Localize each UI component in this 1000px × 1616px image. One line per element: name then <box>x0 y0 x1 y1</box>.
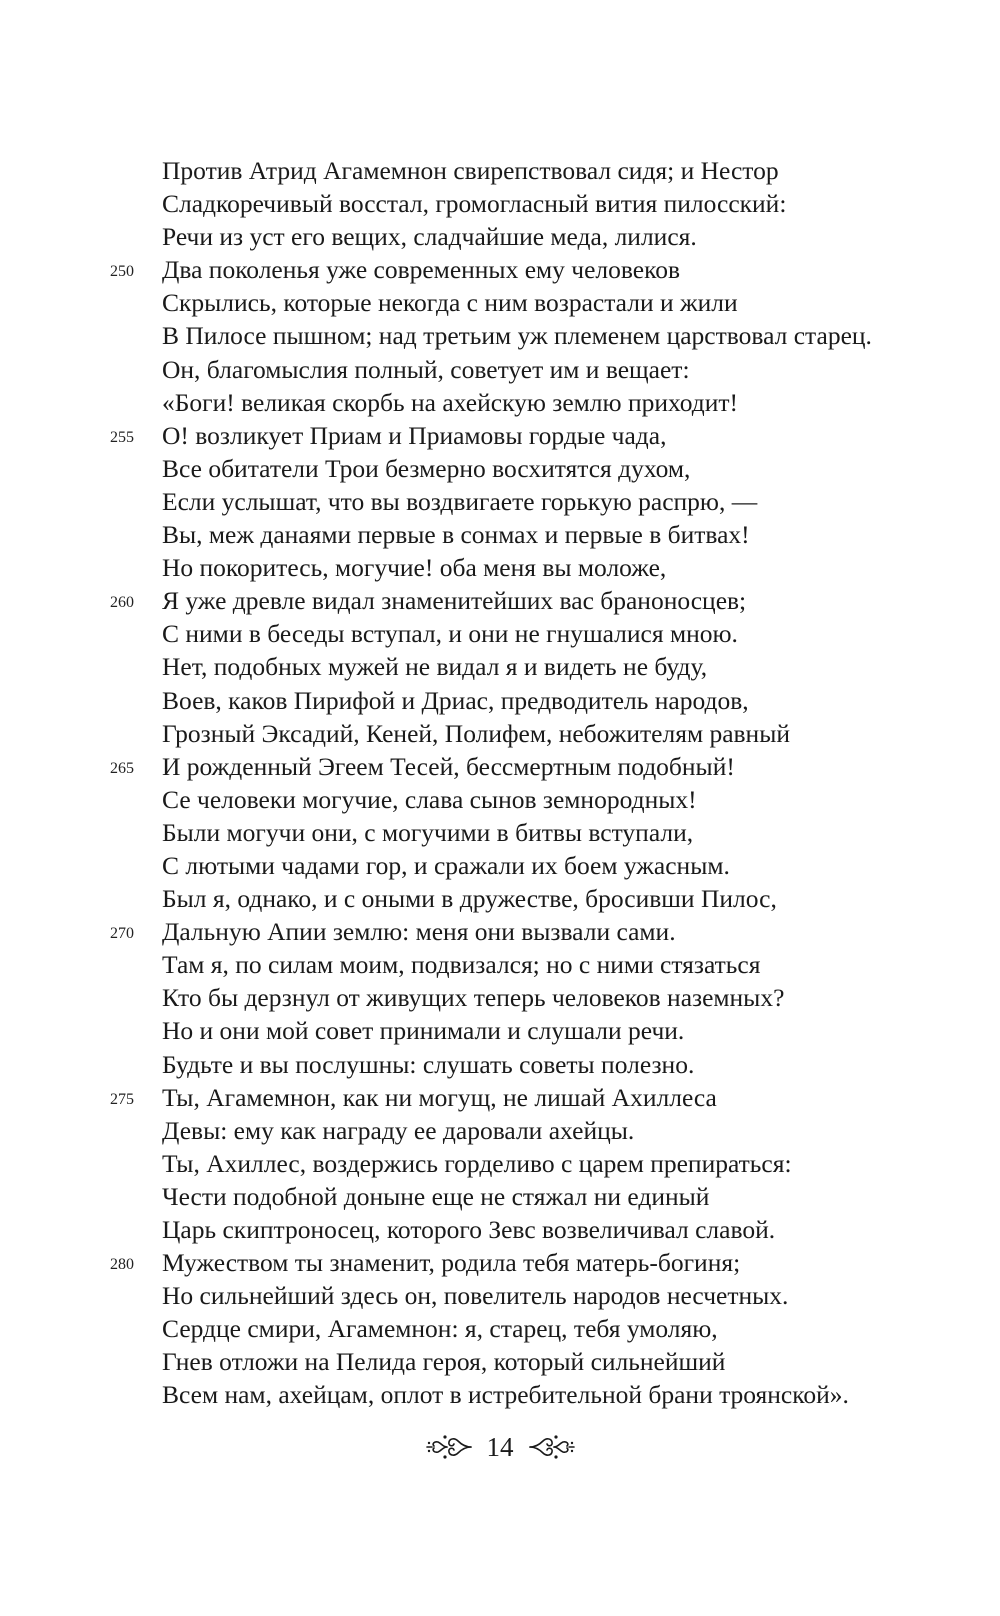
verse-text: О! возликует Приам и Приамовы гордые чада, <box>162 420 667 450</box>
verse-text: Мужеством ты знаменит, родила тебя матерь-богиня; <box>162 1248 741 1278</box>
verse-text: Все обитатели Трои безмерно восхитятся духом, <box>162 453 691 483</box>
verse-text: Два поколенья уже современных ему человеков <box>162 255 680 285</box>
verse-line <box>0 452 1000 485</box>
verse-text: Будьте и вы послушны: слушать советы полезно. <box>162 1049 695 1079</box>
verse-text: Был я, однако, и с оными в дружестве, бросивши Пилос, <box>162 884 777 914</box>
verse-line <box>0 750 1000 783</box>
verse-line <box>0 253 1000 286</box>
line-number: 270 <box>110 925 134 943</box>
verse-text: С ними в беседы вступал, и они не гнушалися мною. <box>162 619 738 649</box>
verse-text: Против Атрид Агамемнон свирепствовал сидя; и Нестор <box>162 156 779 185</box>
verse-text: Были могучи они, с могучими в битвы вступали, <box>162 817 694 847</box>
verse-line <box>0 220 1000 253</box>
verse-text: Если услышат, что вы воздвигаете горькую распрю, — <box>162 486 758 516</box>
verse-text: Дальную Апии землю: меня они вызвали сами. <box>162 917 676 947</box>
verse-text: «Боги! великая скорбь на ахейскую землю приходит! <box>162 387 739 417</box>
verse-text: Царь скиптроносец, которого Зевс возвеличивал славой. <box>162 1215 776 1244</box>
verse-line <box>0 1345 1000 1378</box>
verse-text: Воев, каков Пирифой и Дриас, предводитель народов, <box>162 685 749 715</box>
verse-line <box>0 584 1000 617</box>
verse-line <box>0 684 1000 717</box>
verse-line <box>0 1246 1000 1279</box>
verse-text: Ты, Агамемнон, как ни могущ, не лишай Ахиллеса <box>162 1082 717 1112</box>
verse-text: Кто бы дерзнул от живущих теперь человеков наземных? <box>162 983 785 1013</box>
verse-line <box>0 1114 1000 1147</box>
verse-text: И рожденный Эгеем Тесей, бессмертным подобный! <box>162 751 735 781</box>
verse-text: Всем нам, ахейцам, оплот в истребительной брани троянской». <box>162 1380 849 1410</box>
verse-line <box>0 319 1000 352</box>
left-flourish-icon <box>425 1432 473 1462</box>
verse-text: Вы, меж данаями первые в сонмах и первые в битвах! <box>162 520 750 550</box>
verse-text: Ты, Ахиллес, воздержись горделиво с царем препираться: <box>162 1148 792 1178</box>
right-flourish-icon <box>528 1432 576 1462</box>
line-number: 280 <box>110 1256 134 1274</box>
verse-line <box>0 1147 1000 1180</box>
verse-text: Сладкоречивый восстал, громогласный вития пилосский: <box>162 189 787 219</box>
verse-text: Нет, подобных мужей не видал я и видеть не буду, <box>162 652 708 682</box>
verse-text: Речи из уст его вещих, сладчайшие меда, лилися. <box>162 222 697 252</box>
verse-text: Но сильнейший здесь он, повелитель народов несчетных. <box>162 1281 789 1311</box>
verse-line <box>0 816 1000 849</box>
verse-line <box>0 1213 1000 1246</box>
verse-line <box>0 849 1000 882</box>
verse-line <box>0 981 1000 1014</box>
verse-line <box>0 717 1000 750</box>
verse-line <box>0 286 1000 319</box>
verse-text: С лютыми чадами гор, и сражали их боем ужасным. <box>162 850 730 880</box>
poem-text <box>0 154 1000 1412</box>
verse-line <box>0 1279 1000 1312</box>
verse-line <box>0 882 1000 915</box>
verse-line <box>0 386 1000 419</box>
verse-line <box>0 187 1000 220</box>
verse-line <box>0 1048 1000 1081</box>
line-number: 265 <box>110 759 134 777</box>
verse-line <box>0 915 1000 948</box>
verse-line <box>0 1081 1000 1114</box>
verse-line <box>0 1312 1000 1345</box>
verse-line <box>0 650 1000 683</box>
verse-line <box>0 783 1000 816</box>
verse-text: Чести подобной доныне еще не стяжал ни единый <box>162 1181 710 1211</box>
page-footer <box>0 1425 1000 1469</box>
line-number: 255 <box>110 428 134 446</box>
verse-text: Он, благомыслия полный, советует им и вещает: <box>162 354 690 384</box>
verse-line <box>0 518 1000 551</box>
verse-text: В Пилосе пышном; над третьим уж племенем царствовал старец. <box>162 321 872 351</box>
verse-text: Гнев отложи на Пелида героя, который сильнейший <box>162 1347 726 1377</box>
verse-text: Се человеки могучие, слава сынов земнородных! <box>162 784 697 814</box>
verse-text: Но покоритесь, могучие! оба меня вы моложе, <box>162 553 667 583</box>
verse-line <box>0 617 1000 650</box>
verse-line <box>0 551 1000 584</box>
verse-line <box>0 353 1000 386</box>
verse-line <box>0 154 1000 187</box>
verse-line <box>0 948 1000 981</box>
verse-line <box>0 1014 1000 1047</box>
page-number: 14 <box>486 1431 514 1462</box>
line-number: 275 <box>110 1090 134 1108</box>
verse-line <box>0 1378 1000 1411</box>
line-number: 250 <box>110 263 134 281</box>
verse-text: Девы: ему как награду ее даровали ахейцы. <box>162 1115 635 1145</box>
verse-text: Но и они мой совет принимали и слушали речи. <box>162 1016 685 1046</box>
verse-text: Сердце смири, Агамемнон: я, старец, тебя умоляю, <box>162 1314 718 1344</box>
verse-line <box>0 1180 1000 1213</box>
verse-text: Скрылись, которые некогда с ним возрастали и жили <box>162 288 738 318</box>
verse-text: Я уже древле видал знаменитейших вас браноносцев; <box>162 586 747 616</box>
verse-text: Там я, по силам моим, подвизался; но с ними стязаться <box>162 950 761 980</box>
verse-line <box>0 485 1000 518</box>
verse-text: Грозный Эксадий, Кеней, Полифем, небожителям равный <box>162 718 790 748</box>
verse-line <box>0 419 1000 452</box>
line-number: 260 <box>110 594 134 612</box>
